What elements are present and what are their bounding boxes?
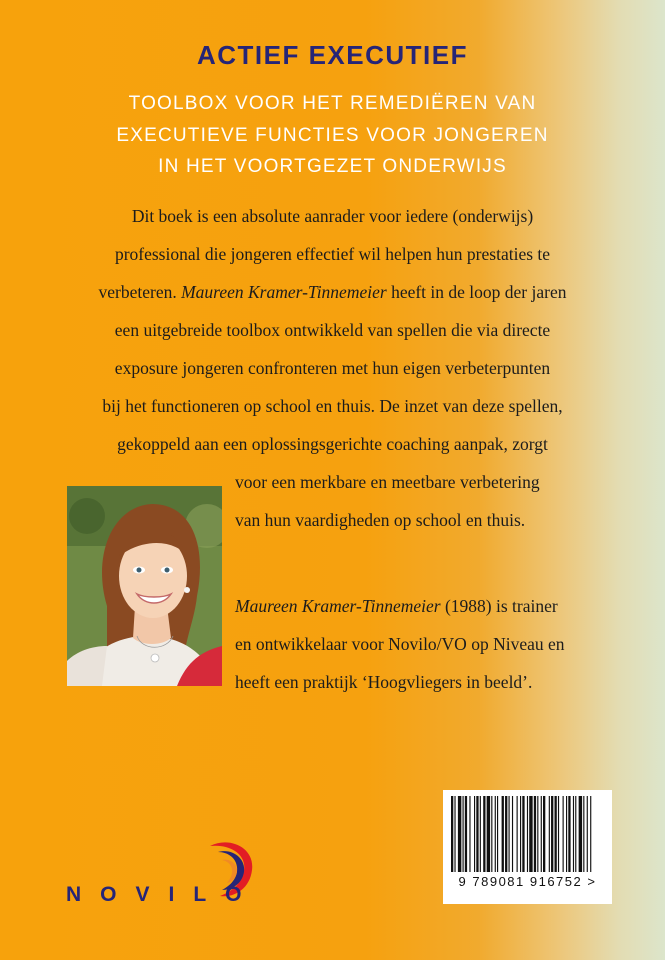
book-title: ACTIEF EXECUTIEF <box>196 40 468 70</box>
blurb-line: bij het functioneren op school en thuis. De inzet van deze spellen, <box>102 396 563 416</box>
barcode-bars <box>443 790 612 874</box>
isbn-number: 9 789081 916752 > <box>458 874 597 889</box>
blurb-line-part: verbeteren. <box>98 282 182 302</box>
blurb-line <box>0 273 665 311</box>
blurb-line: Dit boek is een absolute aanrader voor iedere (onderwijs) <box>131 206 534 226</box>
blurb-line-part: heeft in de loop der jaren <box>386 282 567 302</box>
blurb-line: van hun vaardigheden op school en thuis. <box>235 510 526 530</box>
author-portrait <box>67 486 222 686</box>
book-subtitle <box>0 88 665 183</box>
bio-line: heeft een praktijk ‘Hoogvliegers in beeld’. <box>235 672 533 692</box>
subtitle-line: TOOLBOX VOOR HET REMEDIËREN VAN <box>128 93 537 114</box>
blurb-line: voor een merkbare en meetbare verbetering <box>235 472 540 492</box>
blurb-line: gekoppeld aan een oplossingsgerichte coaching aanpak, zorgt <box>117 434 548 454</box>
bio-line: en ontwikkelaar voor Novilo/VO op Niveau en <box>235 634 565 654</box>
blurb-line: professional die jongeren effectief wil helpen hun prestaties te <box>114 244 551 264</box>
publisher-logo-text: NOVILO <box>66 883 261 906</box>
bio-line <box>235 587 565 625</box>
bio-line-part: (1988) is trainer <box>440 596 558 616</box>
blurb-line: exposure jongeren confronteren met hun eigen verbeterpunten <box>114 358 551 378</box>
subtitle-line: EXECUTIEVE FUNCTIES VOOR JONGEREN <box>116 124 549 146</box>
subtitle-line: IN HET VOORTGEZET ONDERWIJS <box>158 156 507 177</box>
bio-author-name: Maureen Kramer-Tinnemeier <box>235 596 441 616</box>
author-name-inline: Maureen Kramer-Tinnemeier <box>181 282 387 302</box>
blurb-line: een uitgebreide toolbox ontwikkeld van spellen die via directe <box>114 320 551 340</box>
barcode <box>443 790 612 904</box>
author-bio <box>235 587 565 701</box>
author-photo <box>67 486 222 686</box>
